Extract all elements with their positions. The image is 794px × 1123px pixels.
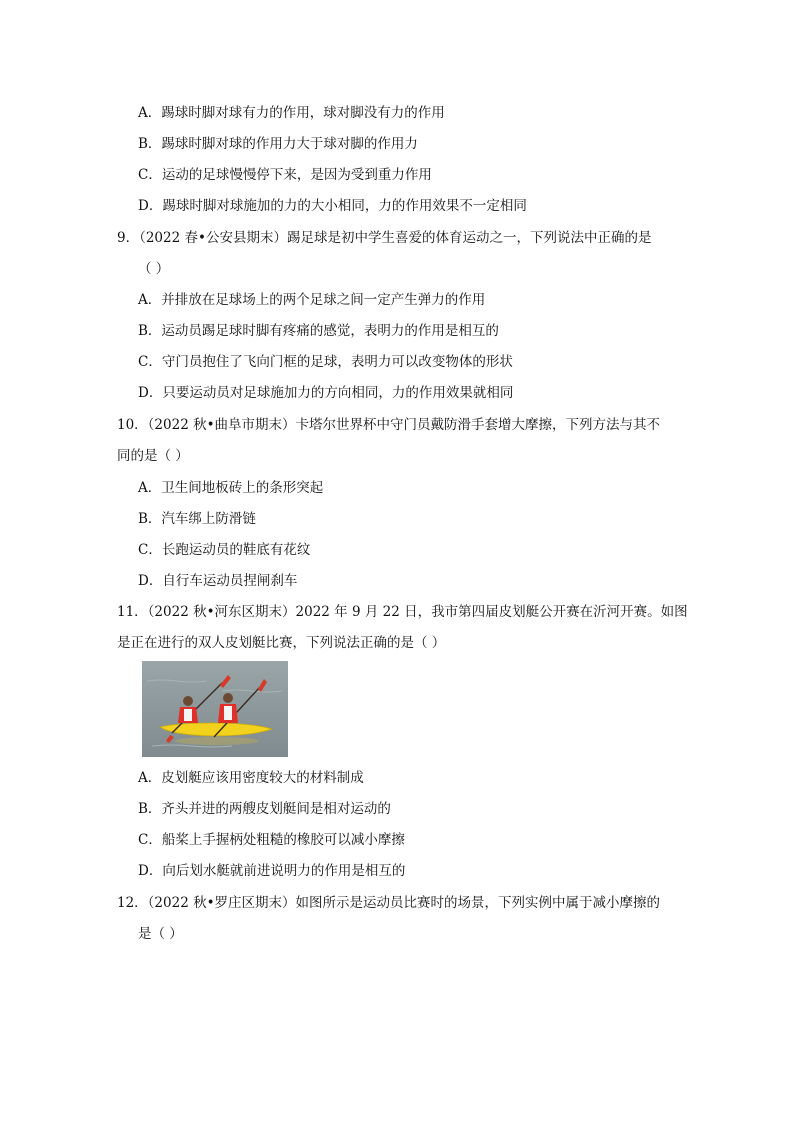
q12-stem: 12．（2022 秋•罗庄区期末）如图所示是运动员比赛时的场景，下列实例中属于减小摩擦的 xyxy=(117,895,661,911)
kayak-race-photo xyxy=(142,661,288,757)
q9-stem: 9．（2022 春•公安县期末）踢足球是初中学生喜爱的体育运动之一，下列说法中正确的是 xyxy=(117,230,652,246)
q11-option-d: D．向后划水艇就前进说明力的作用是相互的 xyxy=(138,863,406,879)
q11-option-a: A．皮划艇应该用密度较大的材料制成 xyxy=(138,770,364,786)
q10-option-c: C．长跑运动员的鞋底有花纹 xyxy=(138,542,311,558)
q9-option-a: A．并排放在足球场上的两个足球之间一定产生弹力的作用 xyxy=(138,292,486,308)
q9-option-b: B．运动员踢足球时脚有疼痛的感觉，表明力的作用是相互的 xyxy=(138,323,499,339)
q10-option-d: D．自行车运动员捏闸刹车 xyxy=(138,573,298,589)
q10-option-b: B．汽车绑上防滑链 xyxy=(138,511,256,527)
q10-stem: 10．（2022 秋•曲阜市期末）卡塔尔世界杯中守门员戴防滑手套增大摩擦，下列方法与其不 xyxy=(117,417,661,433)
q10-stem-cont: 同的是（ ） xyxy=(117,448,189,464)
q11-stem-cont: 是正在进行的双人皮划艇比赛，下列说法正确的是（ ） xyxy=(117,635,446,651)
q8-option-b: B．踢球时脚对球的作用力大于球对脚的作用力 xyxy=(138,136,418,152)
q9-stem-cont: （ ） xyxy=(138,261,170,277)
q9-option-d: D．只要运动员对足球施加力的方向相同，力的作用效果就相同 xyxy=(138,385,514,401)
q11-stem: 11．（2022 秋•河东区期末）2022 年 9 月 22 日，我市第四届皮划艇公开赛在沂河开赛。如图 xyxy=(117,604,688,620)
q9-option-c: C．守门员抱住了飞向门框的足球，表明力可以改变物体的形状 xyxy=(138,354,513,370)
q8-option-d: D．踢球时脚对球施加的力的大小相同，力的作用效果不一定相同 xyxy=(138,198,527,214)
q10-option-a: A．卫生间地板砖上的条形突起 xyxy=(138,480,324,496)
q11-option-c: C．船桨上手握柄处粗糙的橡胶可以减小摩擦 xyxy=(138,832,405,848)
q8-option-c: C．运动的足球慢慢停下来，是因为受到重力作用 xyxy=(138,167,432,183)
q8-option-a: A．踢球时脚对球有力的作用，球对脚没有力的作用 xyxy=(138,105,445,121)
q11-option-b: B．齐头并进的两艘皮划艇间是相对运动的 xyxy=(138,801,391,817)
q12-stem-cont: 是（ ） xyxy=(138,926,183,942)
